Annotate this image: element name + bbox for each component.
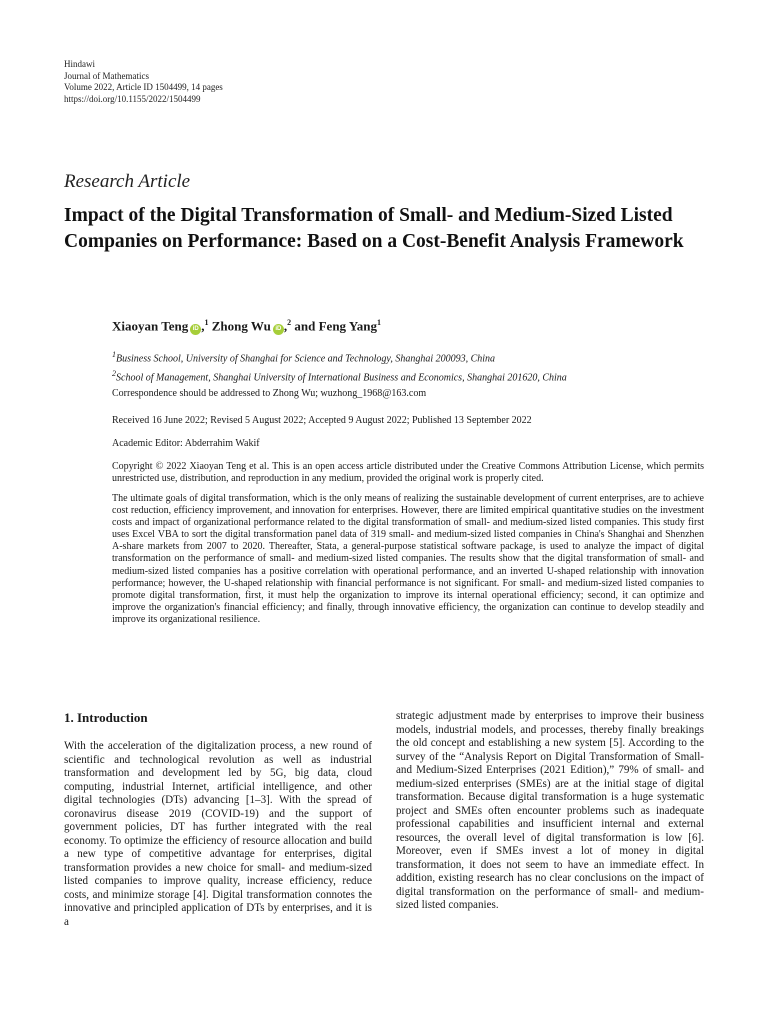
journal-header bbox=[64, 59, 223, 105]
body-text-left-column: With the acceleration of the digitalization process, a new round of scientific and technological revolution as well as industrial transformation and development led by 5G, big data, cloud computing, industrial Internet, artificial intelligence, and other digital technologies (DTs) advancing [1–3]. With the spread of coronavirus disease 2019 (COVID-19) and the support of government policies, DT has further integrated with the real economy. To optimize the efficiency of resource allocation and build a new type of competitive advantage for enterprises, digital transformation provides a new choice for small- and medium-sized listed companies to improve quality, increase efficiency, reduce costs, and minimize storage [4]. Digital transformation connotes the innovative and principled application of DTs by enterprises, and it is a bbox=[64, 740, 372, 928]
author-name[interactable]: Xiaoyan Teng bbox=[112, 318, 189, 334]
academic-editor: Academic Editor: Abderrahim Wakif bbox=[112, 438, 260, 449]
author-name[interactable]: Zhong Wu bbox=[211, 318, 271, 334]
section-heading-introduction: 1. Introduction bbox=[64, 710, 148, 725]
affiliations bbox=[112, 348, 567, 386]
affil-number: 1 bbox=[112, 350, 116, 359]
affil-text: Business School, University of Shanghai for Science and Technology, Shanghai 200093, China bbox=[116, 353, 496, 365]
copyright-notice: Copyright © 2022 Xiaoyan Teng et al. This is an open access article distributed under the Creative Commons Attribution License, which permits unrestricted use, distribution, and reproduction in any medium, provided the original work is properly cited. bbox=[112, 461, 704, 485]
volume-info: Volume 2022, Article ID 1504499, 14 pages bbox=[64, 82, 223, 93]
body-text-right-column: strategic adjustment made by enterprises to improve their business models, industrial models, and processes, thereby finally breakings the old concept and establishing a new system [5]. According to the survey of the “Analysis Report on Digital Transformation of Small- and Medium-Sized Enterprises (2021 Edition),” 79% of small- and medium-sized enterprises (SMEs) are at the initial stage of digital transformation. Because digital transformation is a huge systematic project and SMEs often encounter problems such as inadequate professional capabilities and insufficient internal and external resources, the overall level of digital transformation is low [6]. Moreover, even if SMEs invest a lot of money in digital transformation, it does not seem to have an immediate effect. In addition, existing research has no clear conclusions on the impact of digital transformation on the performance of small- and medium-sized listed companies. bbox=[396, 710, 704, 911]
abstract-text: The ultimate goals of digital transformation, which is the only means of realizing the sustainable development of current enterprises, are to achieve cost reduction, efficiency improvement, and innovation for enterprises. However, there are limited empirical quantitative studies on the investment costs and impact of organizational performance related to the digital transformation of small- and medium-sized listed companies. This study first uses Excel VBA to sort the digital transformation panel data of 319 small- and medium-sized listed companies in China's Shanghai and Shenzhen A-share markets from 2007 to 2020. Thereafter, Stata, a general-purpose statistical software package, is used to analyze the impact of digital transformation on the performance of small- and medium-sized listed companies. The results show that the digital transformation of small- and medium-sized listed companies has a positive correlation with operational performance, and an inverted U-shaped relationship with innovation performance; however, the U-shaped relationship with financial performance is not significant. For small- and medium-sized listed companies to promote digital transformation, first, it must help the organization to improve its internal operational efficiency; second, it can optimize and improve the organization's financial efficiency; and finally, through innovative efficiency, the organization can continue to develop steadily and improve its organizational resilience. bbox=[112, 493, 704, 625]
author-list: Xiaoyan Teng iD ,$^1$ Zhong Wu iD ,$^2$ and Feng Yang$^1$ bbox=[112, 318, 381, 334]
publication-dates: Received 16 June 2022; Revised 5 August 2022; Accepted 9 August 2022; Published 13 September 2022 bbox=[112, 415, 532, 426]
author-connector: and bbox=[294, 318, 316, 334]
publisher-name: Hindawi bbox=[64, 59, 95, 69]
correspondence: Correspondence should be addressed to Zhong Wu; wuzhong_1968@163.com bbox=[112, 388, 427, 399]
article-title: Impact of the Digital Transformation of Small- and Medium-Sized Listed Companies on Performance: Based on a Cost-Benefit Analysis Framework bbox=[64, 205, 684, 252]
affil-number: 2 bbox=[112, 368, 116, 378]
author-affil-mark: 1 bbox=[377, 318, 381, 327]
article-type: Research Article bbox=[64, 171, 191, 192]
author-affil-mark: 1 bbox=[204, 318, 209, 327]
affiliation-item bbox=[112, 348, 567, 367]
journal-name: Journal of Mathematics bbox=[64, 70, 149, 81]
orcid-icon[interactable]: iD bbox=[190, 324, 201, 335]
author-name[interactable]: Feng Yang bbox=[318, 318, 377, 334]
affiliation-item bbox=[112, 367, 567, 386]
author-affil-mark: 2 bbox=[287, 318, 292, 327]
orcid-icon[interactable]: iD bbox=[273, 324, 284, 335]
doi-link[interactable]: https://doi.org/10.1155/2022/1504499 bbox=[64, 93, 201, 104]
affil-text: School of Management, Shanghai University of International Business and Economics, Shanghai 201620, China bbox=[116, 372, 567, 384]
